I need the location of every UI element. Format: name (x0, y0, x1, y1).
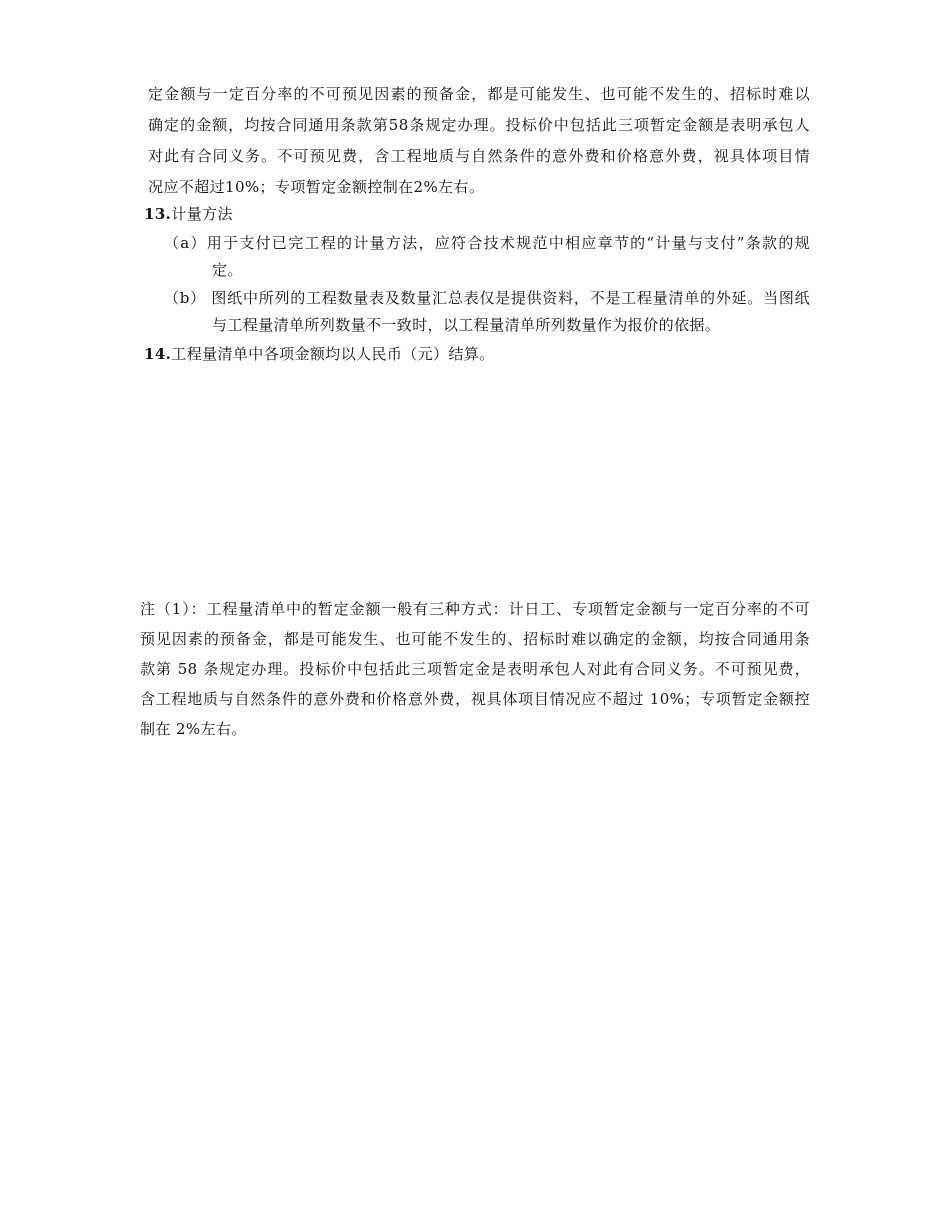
section-13-number: 13. (144, 205, 172, 223)
section-14-heading (144, 344, 495, 364)
intro-line-4: 况应不超过10%；专项暂定金额控制在2%左右。 (148, 178, 485, 196)
section-13-heading (144, 204, 233, 224)
section-13-item-b-line-2: 与工程量清单所列数量不一致时，以工程量清单所列数量作为报价的依据。 (212, 316, 721, 334)
intro-line-1: 定金额与一定百分率的不可预见因素的预备金，都是可能发生、也可能不发生的、招标时难以 (148, 85, 810, 103)
section-13-item-a-line-1: （a）用于支付已完工程的计量方法，应符合技术规范中相应章节的“计量与支付”条款的规 (164, 234, 810, 252)
note-line-3: 款第 58 条规定办理。投标价中包括此三项暂定金是表明承包人对此有合同义务。不可预见费， (140, 660, 810, 678)
note-line-2: 预见因素的预备金，都是可能发生、也可能不发生的、招标时难以确定的金额，均按合同通用条 (140, 630, 810, 648)
section-13-title: 计量方法 (171, 205, 233, 223)
section-14-number: 14. (144, 345, 172, 363)
section-13-item-b-line-1: （b） 图纸中所列的工程数量表及数量汇总表仅是提供资料，不是工程量清单的外延。当图纸 (164, 289, 810, 307)
intro-line-3: 对此有合同义务。不可预见费，含工程地质与自然条件的意外费和价格意外费，视具体项目情 (148, 147, 810, 165)
intro-line-2: 确定的金额，均按合同通用条款第58条规定办理。投标价中包括此三项暂定金额是表明承包人 (148, 116, 810, 134)
section-13-item-a-line-2: 定。 (212, 261, 243, 279)
note-line-1: 注（1）：工程量清单中的暂定金额一般有三种方式：计日工、专项暂定金额与一定百分率的不可 (140, 600, 810, 618)
note-line-5: 制在 2%左右。 (140, 720, 247, 738)
note-line-4: 含工程地质与自然条件的意外费和价格意外费，视具体项目情况应不超过 10%；专项暂定金额控 (140, 690, 810, 708)
section-14-title: 工程量清单中各项金额均以人民币（元）结算。 (171, 345, 495, 363)
